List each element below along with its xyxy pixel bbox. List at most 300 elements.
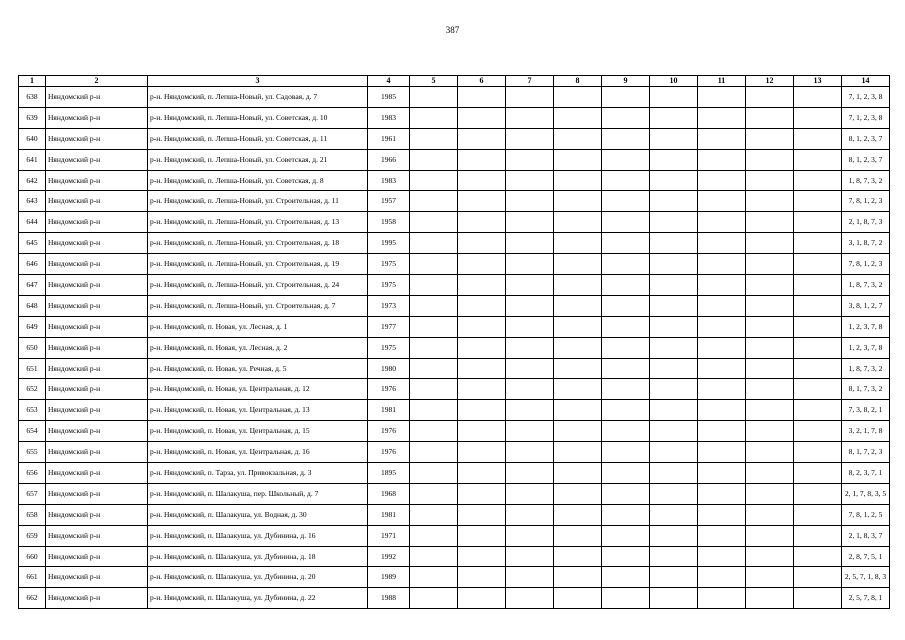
empty-cell [650, 191, 698, 212]
empty-cell [410, 233, 458, 254]
column-header-14: 14 [842, 76, 890, 87]
empty-cell [602, 400, 650, 421]
empty-cell [794, 128, 842, 149]
table-row [19, 400, 890, 421]
year-cell: 1980 [368, 358, 410, 379]
empty-cell [794, 358, 842, 379]
empty-cell [506, 149, 554, 170]
empty-cell [794, 588, 842, 609]
empty-cell [746, 588, 794, 609]
empty-cell [650, 588, 698, 609]
empty-cell [698, 316, 746, 337]
empty-cell [650, 463, 698, 484]
empty-cell [554, 358, 602, 379]
row-number-cell: 653 [19, 400, 46, 421]
empty-cell [458, 525, 506, 546]
row-number-cell: 647 [19, 275, 46, 296]
empty-cell [602, 504, 650, 525]
empty-cell [506, 463, 554, 484]
code-cell: 2, 1, 8, 3, 7 [842, 525, 890, 546]
empty-cell [698, 525, 746, 546]
empty-cell [506, 212, 554, 233]
empty-cell [794, 525, 842, 546]
address-cell: р-н. Няндомский, п. Лепша-Новый, ул. Строительная, д. 13 [148, 212, 368, 233]
empty-cell [554, 400, 602, 421]
empty-cell [794, 483, 842, 504]
address-cell: р-н. Няндомский, п. Лепша-Новый, ул. Строительная, д. 24 [148, 275, 368, 296]
table-row [19, 87, 890, 108]
empty-cell [602, 316, 650, 337]
table-row [19, 421, 890, 442]
table-row [19, 233, 890, 254]
empty-cell [458, 191, 506, 212]
table-row [19, 254, 890, 275]
empty-cell [506, 567, 554, 588]
district-cell: Няндомский р-н [46, 567, 148, 588]
year-cell: 1975 [368, 254, 410, 275]
district-cell: Няндомский р-н [46, 107, 148, 128]
empty-cell [746, 295, 794, 316]
address-cell: р-н. Няндомский, п. Новая, ул. Центральная, д. 15 [148, 421, 368, 442]
empty-cell [506, 191, 554, 212]
empty-cell [410, 463, 458, 484]
empty-cell [794, 295, 842, 316]
district-cell: Няндомский р-н [46, 212, 148, 233]
year-cell: 1981 [368, 504, 410, 525]
column-header-8: 8 [554, 76, 602, 87]
empty-cell [506, 316, 554, 337]
code-cell: 3, 2, 1, 7, 8 [842, 421, 890, 442]
empty-cell [794, 546, 842, 567]
empty-cell [602, 212, 650, 233]
empty-cell [554, 567, 602, 588]
empty-cell [554, 275, 602, 296]
code-cell: 8, 1, 7, 3, 2 [842, 379, 890, 400]
row-number-cell: 648 [19, 295, 46, 316]
empty-cell [746, 191, 794, 212]
empty-cell [554, 379, 602, 400]
address-cell: р-н. Няндомский, п. Новая, ул. Центральная, д. 12 [148, 379, 368, 400]
column-header-7: 7 [506, 76, 554, 87]
table-row [19, 358, 890, 379]
empty-cell [458, 358, 506, 379]
empty-cell [458, 546, 506, 567]
empty-cell [746, 337, 794, 358]
column-header-10: 10 [650, 76, 698, 87]
column-header-9: 9 [602, 76, 650, 87]
table-row [19, 525, 890, 546]
empty-cell [698, 421, 746, 442]
table-row [19, 295, 890, 316]
empty-cell [746, 358, 794, 379]
empty-cell [554, 295, 602, 316]
empty-cell [410, 358, 458, 379]
empty-cell [698, 358, 746, 379]
empty-cell [554, 588, 602, 609]
empty-cell [698, 275, 746, 296]
empty-cell [794, 442, 842, 463]
code-cell: 3, 1, 8, 7, 2 [842, 233, 890, 254]
empty-cell [698, 588, 746, 609]
code-cell: 2, 5, 7, 1, 8, 3 [842, 567, 890, 588]
empty-cell [458, 149, 506, 170]
year-cell: 1966 [368, 149, 410, 170]
empty-cell [698, 546, 746, 567]
empty-cell [602, 233, 650, 254]
row-number-cell: 655 [19, 442, 46, 463]
empty-cell [602, 525, 650, 546]
empty-cell [410, 379, 458, 400]
empty-cell [698, 128, 746, 149]
empty-cell [650, 170, 698, 191]
empty-cell [506, 358, 554, 379]
code-cell: 1, 2, 3, 7, 8 [842, 337, 890, 358]
empty-cell [506, 170, 554, 191]
empty-cell [458, 337, 506, 358]
district-cell: Няндомский р-н [46, 170, 148, 191]
address-cell: р-н. Няндомский, п. Лепша-Новый, ул. Строительная, д. 7 [148, 295, 368, 316]
year-cell: 1957 [368, 191, 410, 212]
district-cell: Няндомский р-н [46, 442, 148, 463]
empty-cell [410, 588, 458, 609]
empty-cell [506, 421, 554, 442]
year-cell: 1958 [368, 212, 410, 233]
empty-cell [554, 107, 602, 128]
empty-cell [410, 275, 458, 296]
row-number-cell: 662 [19, 588, 46, 609]
table-row [19, 212, 890, 233]
table-row [19, 588, 890, 609]
address-cell: р-н. Няндомский, п. Лепша-Новый, ул. Советская, д. 21 [148, 149, 368, 170]
empty-cell [458, 567, 506, 588]
address-cell: р-н. Няндомский, п. Шалакуша, ул. Дубинина, д. 22 [148, 588, 368, 609]
empty-cell [458, 504, 506, 525]
code-cell: 1, 8, 7, 3, 2 [842, 358, 890, 379]
empty-cell [746, 170, 794, 191]
table-row [19, 442, 890, 463]
year-cell: 1989 [368, 567, 410, 588]
empty-cell [650, 87, 698, 108]
empty-cell [650, 504, 698, 525]
register-table [18, 75, 890, 609]
empty-cell [458, 588, 506, 609]
empty-cell [794, 149, 842, 170]
empty-cell [554, 254, 602, 275]
empty-cell [650, 295, 698, 316]
code-cell: 1, 2, 3, 7, 8 [842, 316, 890, 337]
row-number-cell: 641 [19, 149, 46, 170]
address-cell: р-н. Няндомский, п. Новая, ул. Лесная, д. 2 [148, 337, 368, 358]
empty-cell [794, 275, 842, 296]
year-cell: 1983 [368, 170, 410, 191]
empty-cell [554, 212, 602, 233]
empty-cell [650, 233, 698, 254]
empty-cell [602, 483, 650, 504]
column-header-2: 2 [46, 76, 148, 87]
code-cell: 2, 8, 7, 5, 1 [842, 546, 890, 567]
empty-cell [746, 463, 794, 484]
year-cell: 1973 [368, 295, 410, 316]
table-row [19, 337, 890, 358]
empty-cell [650, 400, 698, 421]
address-cell: р-н. Няндомский, п. Лепша-Новый, ул. Советская, д. 10 [148, 107, 368, 128]
empty-cell [458, 275, 506, 296]
empty-cell [458, 233, 506, 254]
empty-cell [650, 337, 698, 358]
code-cell: 3, 8, 1, 2, 7 [842, 295, 890, 316]
year-cell: 1975 [368, 275, 410, 296]
empty-cell [410, 504, 458, 525]
code-cell: 8, 2, 3, 7, 1 [842, 463, 890, 484]
district-cell: Няндомский р-н [46, 483, 148, 504]
empty-cell [650, 525, 698, 546]
empty-cell [794, 107, 842, 128]
empty-cell [698, 233, 746, 254]
empty-cell [698, 295, 746, 316]
empty-cell [746, 233, 794, 254]
empty-cell [554, 483, 602, 504]
row-number-cell: 658 [19, 504, 46, 525]
district-cell: Няндомский р-н [46, 149, 148, 170]
empty-cell [794, 504, 842, 525]
year-cell: 1975 [368, 337, 410, 358]
address-cell: р-н. Няндомский, п. Новая, ул. Центральная, д. 13 [148, 400, 368, 421]
empty-cell [506, 442, 554, 463]
empty-cell [650, 254, 698, 275]
empty-cell [554, 546, 602, 567]
empty-cell [458, 379, 506, 400]
empty-cell [794, 463, 842, 484]
empty-cell [554, 149, 602, 170]
empty-cell [410, 212, 458, 233]
empty-cell [746, 525, 794, 546]
row-number-cell: 642 [19, 170, 46, 191]
empty-cell [506, 107, 554, 128]
empty-cell [410, 337, 458, 358]
district-cell: Няндомский р-н [46, 379, 148, 400]
header-row [19, 76, 890, 87]
empty-cell [602, 87, 650, 108]
district-cell: Няндомский р-н [46, 421, 148, 442]
empty-cell [794, 233, 842, 254]
column-header-6: 6 [458, 76, 506, 87]
empty-cell [602, 170, 650, 191]
empty-cell [650, 421, 698, 442]
empty-cell [650, 128, 698, 149]
empty-cell [650, 316, 698, 337]
table-row [19, 170, 890, 191]
address-cell: р-н. Няндомский, п. Новая, ул. Лесная, д. 1 [148, 316, 368, 337]
empty-cell [458, 316, 506, 337]
address-cell: р-н. Няндомский, п. Лепша-Новый, ул. Советская, д. 11 [148, 128, 368, 149]
code-cell: 2, 1, 7, 8, 3, 5 [842, 483, 890, 504]
empty-cell [602, 254, 650, 275]
empty-cell [506, 275, 554, 296]
table-row [19, 546, 890, 567]
empty-cell [410, 87, 458, 108]
empty-cell [746, 275, 794, 296]
empty-cell [794, 170, 842, 191]
empty-cell [650, 483, 698, 504]
empty-cell [602, 358, 650, 379]
code-cell: 1, 8, 7, 3, 2 [842, 275, 890, 296]
table-row [19, 128, 890, 149]
district-cell: Няндомский р-н [46, 87, 148, 108]
empty-cell [458, 212, 506, 233]
empty-cell [602, 107, 650, 128]
empty-cell [410, 421, 458, 442]
empty-cell [554, 316, 602, 337]
address-cell: р-н. Няндомский, п. Лепша-Новый, ул. Строительная, д. 18 [148, 233, 368, 254]
empty-cell [794, 254, 842, 275]
empty-cell [554, 233, 602, 254]
code-cell: 7, 8, 1, 2, 5 [842, 504, 890, 525]
empty-cell [746, 87, 794, 108]
empty-cell [698, 567, 746, 588]
year-cell: 1977 [368, 316, 410, 337]
empty-cell [506, 337, 554, 358]
empty-cell [554, 337, 602, 358]
empty-cell [746, 483, 794, 504]
row-number-cell: 652 [19, 379, 46, 400]
empty-cell [506, 128, 554, 149]
column-header-1: 1 [19, 76, 46, 87]
empty-cell [746, 212, 794, 233]
year-cell: 1976 [368, 421, 410, 442]
empty-cell [698, 379, 746, 400]
empty-cell [650, 358, 698, 379]
empty-cell [458, 400, 506, 421]
empty-cell [698, 504, 746, 525]
address-cell: р-н. Няндомский, п. Лепша-Новый, ул. Советская, д. 8 [148, 170, 368, 191]
empty-cell [746, 149, 794, 170]
empty-cell [602, 275, 650, 296]
empty-cell [794, 379, 842, 400]
empty-cell [410, 483, 458, 504]
row-number-cell: 660 [19, 546, 46, 567]
empty-cell [458, 421, 506, 442]
code-cell: 1, 8, 7, 3, 2 [842, 170, 890, 191]
empty-cell [650, 275, 698, 296]
empty-cell [410, 191, 458, 212]
district-cell: Няндомский р-н [46, 546, 148, 567]
empty-cell [554, 421, 602, 442]
empty-cell [554, 463, 602, 484]
empty-cell [698, 87, 746, 108]
year-cell: 1981 [368, 400, 410, 421]
empty-cell [746, 546, 794, 567]
address-cell: р-н. Няндомский, п. Лепша-Новый, ул. Садовая, д. 7 [148, 87, 368, 108]
table-row [19, 463, 890, 484]
district-cell: Няндомский р-н [46, 233, 148, 254]
empty-cell [650, 442, 698, 463]
row-number-cell: 659 [19, 525, 46, 546]
table-row [19, 567, 890, 588]
empty-cell [410, 442, 458, 463]
empty-cell [794, 212, 842, 233]
empty-cell [458, 107, 506, 128]
row-number-cell: 639 [19, 107, 46, 128]
row-number-cell: 649 [19, 316, 46, 337]
empty-cell [650, 567, 698, 588]
row-number-cell: 643 [19, 191, 46, 212]
empty-cell [746, 107, 794, 128]
empty-cell [410, 107, 458, 128]
district-cell: Няндомский р-н [46, 337, 148, 358]
empty-cell [746, 128, 794, 149]
address-cell: р-н. Няндомский, п. Лепша-Новый, ул. Строительная, д. 11 [148, 191, 368, 212]
table-row [19, 504, 890, 525]
district-cell: Няндомский р-н [46, 588, 148, 609]
empty-cell [794, 191, 842, 212]
code-cell: 7, 1, 2, 3, 8 [842, 87, 890, 108]
empty-cell [506, 588, 554, 609]
empty-cell [698, 483, 746, 504]
empty-cell [554, 504, 602, 525]
row-number-cell: 644 [19, 212, 46, 233]
empty-cell [698, 149, 746, 170]
address-cell: р-н. Няндомский, п. Шалакуша, пер. Школьный, д. 7 [148, 483, 368, 504]
row-number-cell: 651 [19, 358, 46, 379]
empty-cell [746, 442, 794, 463]
empty-cell [602, 128, 650, 149]
empty-cell [698, 191, 746, 212]
empty-cell [794, 421, 842, 442]
address-cell: р-н. Няндомский, п. Тарза, ул. Привокзальная, д. 3 [148, 463, 368, 484]
empty-cell [698, 212, 746, 233]
empty-cell [554, 128, 602, 149]
code-cell: 8, 1, 7, 2, 3 [842, 442, 890, 463]
column-header-13: 13 [794, 76, 842, 87]
empty-cell [410, 149, 458, 170]
year-cell: 1992 [368, 546, 410, 567]
row-number-cell: 646 [19, 254, 46, 275]
code-cell: 7, 8, 1, 2, 3 [842, 254, 890, 275]
empty-cell [746, 379, 794, 400]
year-cell: 1968 [368, 483, 410, 504]
empty-cell [410, 170, 458, 191]
district-cell: Няндомский р-н [46, 128, 148, 149]
empty-cell [410, 295, 458, 316]
year-cell: 1976 [368, 379, 410, 400]
code-cell: 7, 1, 2, 3, 8 [842, 107, 890, 128]
code-cell: 7, 3, 8, 2, 1 [842, 400, 890, 421]
table-row [19, 149, 890, 170]
empty-cell [554, 87, 602, 108]
district-cell: Няндомский р-н [46, 275, 148, 296]
empty-cell [554, 170, 602, 191]
column-header-12: 12 [746, 76, 794, 87]
empty-cell [410, 400, 458, 421]
row-number-cell: 650 [19, 337, 46, 358]
address-cell: р-н. Няндомский, п. Шалакуша, ул. Водная, д. 30 [148, 504, 368, 525]
district-cell: Няндомский р-н [46, 400, 148, 421]
table-row [19, 316, 890, 337]
empty-cell [458, 463, 506, 484]
empty-cell [602, 191, 650, 212]
empty-cell [746, 421, 794, 442]
year-cell: 1961 [368, 128, 410, 149]
district-cell: Няндомский р-н [46, 463, 148, 484]
row-number-cell: 656 [19, 463, 46, 484]
code-cell: 7, 8, 1, 2, 3 [842, 191, 890, 212]
code-cell: 2, 5, 7, 8, 1 [842, 588, 890, 609]
row-number-cell: 654 [19, 421, 46, 442]
year-cell: 1895 [368, 463, 410, 484]
empty-cell [650, 379, 698, 400]
table-row [19, 483, 890, 504]
empty-cell [746, 504, 794, 525]
